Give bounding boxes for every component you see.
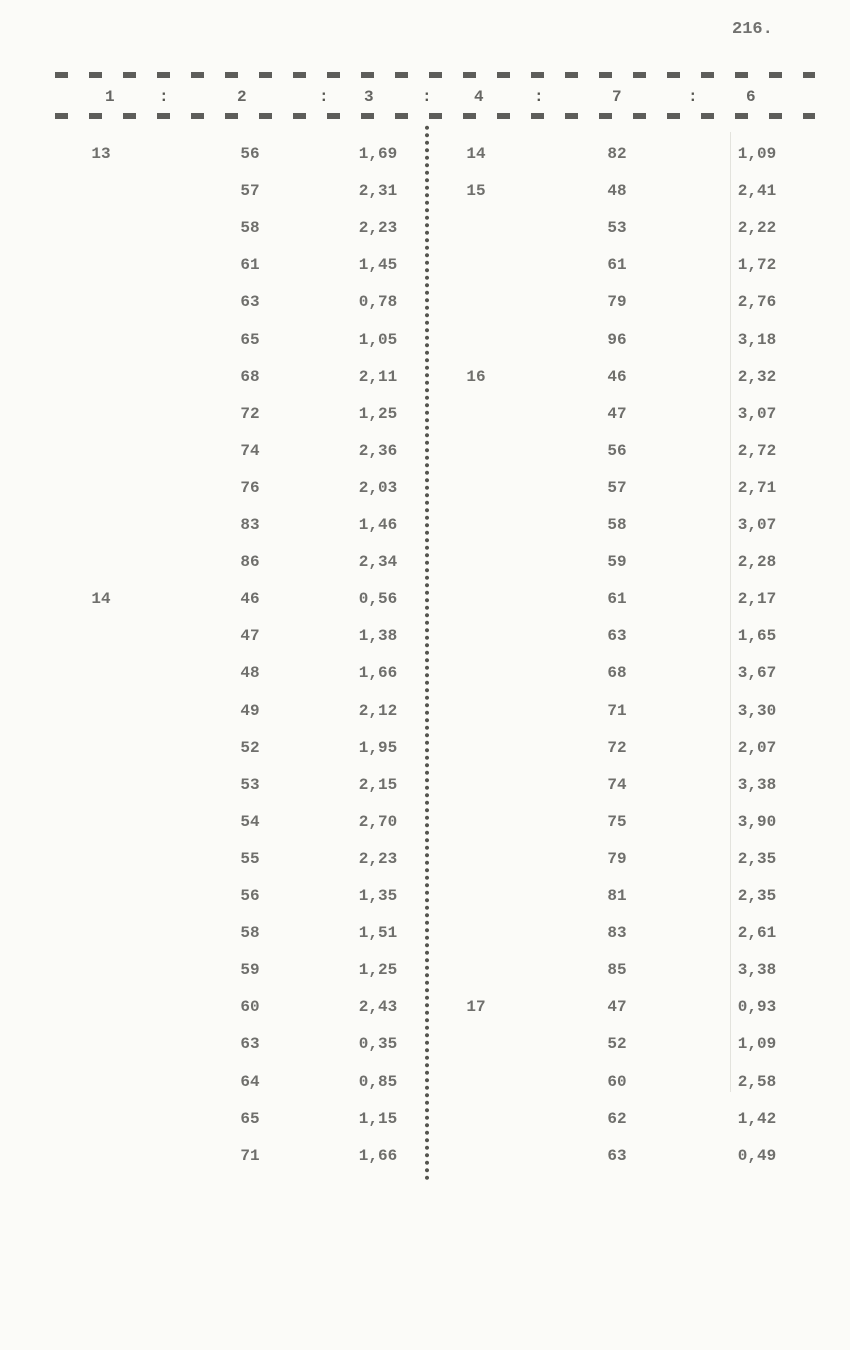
table-cell-col-4: 14	[466, 145, 486, 163]
header-col-7: 7	[612, 88, 622, 106]
table-cell-col-3: 1,66	[358, 1146, 398, 1165]
table-cell-col-2: 48	[240, 664, 260, 683]
table-cell-col-2: 65	[240, 330, 260, 349]
table-cell-col-3: 2,43	[358, 998, 398, 1017]
table-cell-col-3: 1,46	[358, 516, 398, 534]
table-cell-col-6: 3,07	[737, 516, 777, 534]
table-cell-col-3: 2,34	[358, 553, 398, 572]
table-cell-col-6: 2,72	[737, 441, 777, 460]
table-cell-col-6: 3,07	[737, 404, 777, 423]
table-cell-col-6: 1,72	[737, 256, 777, 275]
table-cell-col-3: 1,05	[358, 330, 398, 349]
table-cell-col-2: 57	[240, 182, 260, 201]
header-col-4: 4	[474, 88, 484, 106]
page-number: 216.	[732, 20, 773, 39]
header-col-3: 3	[364, 88, 374, 106]
table-cell-col-3: 1,66	[358, 664, 398, 683]
table-cell-col-6: 2,17	[737, 590, 777, 609]
table-cell-col-2: 55	[240, 849, 260, 868]
table-cell-col-2: 52	[240, 738, 260, 757]
table-cell-col-6: 3,90	[737, 812, 777, 831]
table-cell-col-7: 60	[607, 1072, 627, 1091]
table-cell-col-6: 3,18	[737, 330, 777, 349]
table-cell-col-6: 2,32	[737, 367, 777, 386]
table-cell-col-6: 3,38	[737, 961, 777, 980]
table-cell-col-2: 60	[240, 998, 260, 1017]
table-cell-col-2: 56	[240, 887, 260, 905]
table-cell-col-3: 2,12	[358, 701, 398, 720]
table-cell-col-6: 2,61	[737, 924, 777, 943]
table-cell-col-6: 3,30	[737, 701, 777, 720]
table-cell-col-2: 68	[240, 367, 260, 386]
table-cell-col-3: 2,11	[358, 367, 398, 386]
table-cell-col-7: 61	[607, 590, 627, 609]
table-cell-col-6: 2,07	[737, 738, 777, 757]
column-divider	[424, 124, 430, 1182]
table-cell-col-3: 1,95	[358, 738, 398, 757]
table-cell-col-2: 49	[240, 701, 260, 720]
table-cell-col-7: 52	[607, 1035, 627, 1054]
table-cell-col-2: 64	[240, 1072, 260, 1091]
table-cell-col-3: 2,15	[358, 775, 398, 794]
table-cell-col-3: 1,51	[358, 924, 398, 943]
table-cell-col-7: 57	[607, 478, 627, 497]
table-cell-col-6: 2,35	[737, 887, 777, 905]
table-cell-col-6: 1,42	[737, 1109, 777, 1128]
column-separator: :	[688, 88, 698, 106]
table-cell-col-7: 47	[607, 998, 627, 1017]
table-cell-col-2: 47	[240, 627, 260, 646]
table-cell-col-4: 16	[466, 367, 486, 386]
table-cell-col-2: 65	[240, 1109, 260, 1128]
table-cell-col-7: 58	[607, 516, 627, 534]
header-rule-top	[55, 72, 815, 78]
table-cell-col-7: 59	[607, 553, 627, 572]
table-cell-col-7: 81	[607, 887, 627, 905]
table-cell-col-6: 2,22	[737, 219, 777, 238]
table-cell-col-3: 1,69	[358, 145, 398, 163]
table-cell-col-3: 2,31	[358, 182, 398, 201]
table-cell-col-6: 0,93	[737, 998, 777, 1017]
table-cell-col-6: 3,38	[737, 775, 777, 794]
table-cell-col-2: 74	[240, 441, 260, 460]
table-cell-col-7: 62	[607, 1109, 627, 1128]
table-cell-col-6: 2,35	[737, 849, 777, 868]
table-cell-col-1: 14	[91, 590, 111, 609]
table-cell-col-6: 2,76	[737, 293, 777, 312]
column-separator: :	[534, 88, 544, 106]
header-col-1: 1	[105, 88, 115, 106]
table-cell-col-3: 2,36	[358, 441, 398, 460]
table-cell-col-7: 83	[607, 924, 627, 943]
column-separator: :	[159, 88, 169, 106]
table-cell-col-7: 75	[607, 812, 627, 831]
table-cell-col-6: 2,58	[737, 1072, 777, 1091]
table-cell-col-3: 0,78	[358, 293, 398, 312]
table-cell-col-3: 1,38	[358, 627, 398, 646]
table-cell-col-2: 63	[240, 1035, 260, 1054]
table-cell-col-6: 2,28	[737, 553, 777, 572]
table-cell-col-2: 61	[240, 256, 260, 275]
table-cell-col-2: 63	[240, 293, 260, 312]
table-cell-col-3: 0,35	[358, 1035, 398, 1054]
table-cell-col-7: 71	[607, 701, 627, 720]
table-cell-col-3: 1,25	[358, 961, 398, 980]
table-cell-col-1: 13	[91, 145, 111, 163]
table-cell-col-7: 68	[607, 664, 627, 683]
table-cell-col-3: 2,70	[358, 812, 398, 831]
table-cell-col-6: 1,09	[737, 145, 777, 163]
column-separator: :	[422, 88, 432, 106]
table-cell-col-2: 72	[240, 404, 260, 423]
table-cell-col-6: 1,09	[737, 1035, 777, 1054]
table-cell-col-4: 15	[466, 182, 486, 201]
table-cell-col-7: 46	[607, 367, 627, 386]
table-cell-col-7: 47	[607, 404, 627, 423]
table-cell-col-3: 0,85	[358, 1072, 398, 1091]
table-cell-col-7: 85	[607, 961, 627, 980]
table-cell-col-7: 63	[607, 1146, 627, 1165]
column-separator: :	[319, 88, 329, 106]
table-cell-col-7: 74	[607, 775, 627, 794]
table-cell-col-7: 79	[607, 293, 627, 312]
table-cell-col-2: 86	[240, 553, 260, 572]
table-cell-col-6: 2,41	[737, 182, 777, 201]
table-cell-col-2: 56	[240, 145, 260, 163]
table-cell-col-7: 63	[607, 627, 627, 646]
table-cell-col-2: 58	[240, 219, 260, 238]
table-cell-col-3: 2,23	[358, 849, 398, 868]
table-cell-col-3: 1,45	[358, 256, 398, 275]
table-cell-col-2: 71	[240, 1146, 260, 1165]
table-cell-col-3: 2,03	[358, 478, 398, 497]
table-cell-col-6: 0,49	[737, 1146, 777, 1165]
table-cell-col-6: 2,71	[737, 478, 777, 497]
table-cell-col-7: 79	[607, 849, 627, 868]
table-cell-col-2: 58	[240, 924, 260, 943]
table-cell-col-7: 53	[607, 219, 627, 238]
table-cell-col-4: 17	[466, 998, 486, 1017]
table-cell-col-7: 82	[607, 145, 627, 163]
table-cell-col-2: 53	[240, 775, 260, 794]
table-cell-col-2: 54	[240, 812, 260, 831]
header-col-2: 2	[237, 88, 247, 106]
table-cell-col-2: 83	[240, 516, 260, 534]
table-cell-col-7: 56	[607, 441, 627, 460]
table-cell-col-6: 1,65	[737, 627, 777, 646]
header-rule-bottom	[55, 113, 815, 119]
table-cell-col-3: 0,56	[358, 590, 398, 609]
table-cell-col-7: 96	[607, 330, 627, 349]
table-cell-col-7: 72	[607, 738, 627, 757]
table-cell-col-3: 1,25	[358, 404, 398, 423]
table-cell-col-3: 1,35	[358, 887, 398, 905]
header-col-6: 6	[746, 88, 756, 106]
table-cell-col-2: 46	[240, 590, 260, 609]
table-cell-col-7: 61	[607, 256, 627, 275]
table-cell-col-7: 48	[607, 182, 627, 201]
table-cell-col-2: 76	[240, 478, 260, 497]
table-cell-col-3: 2,23	[358, 219, 398, 238]
table-cell-col-2: 59	[240, 961, 260, 980]
table-cell-col-6: 3,67	[737, 664, 777, 683]
table-cell-col-3: 1,15	[358, 1109, 398, 1128]
faint-guide-line	[730, 132, 731, 1092]
